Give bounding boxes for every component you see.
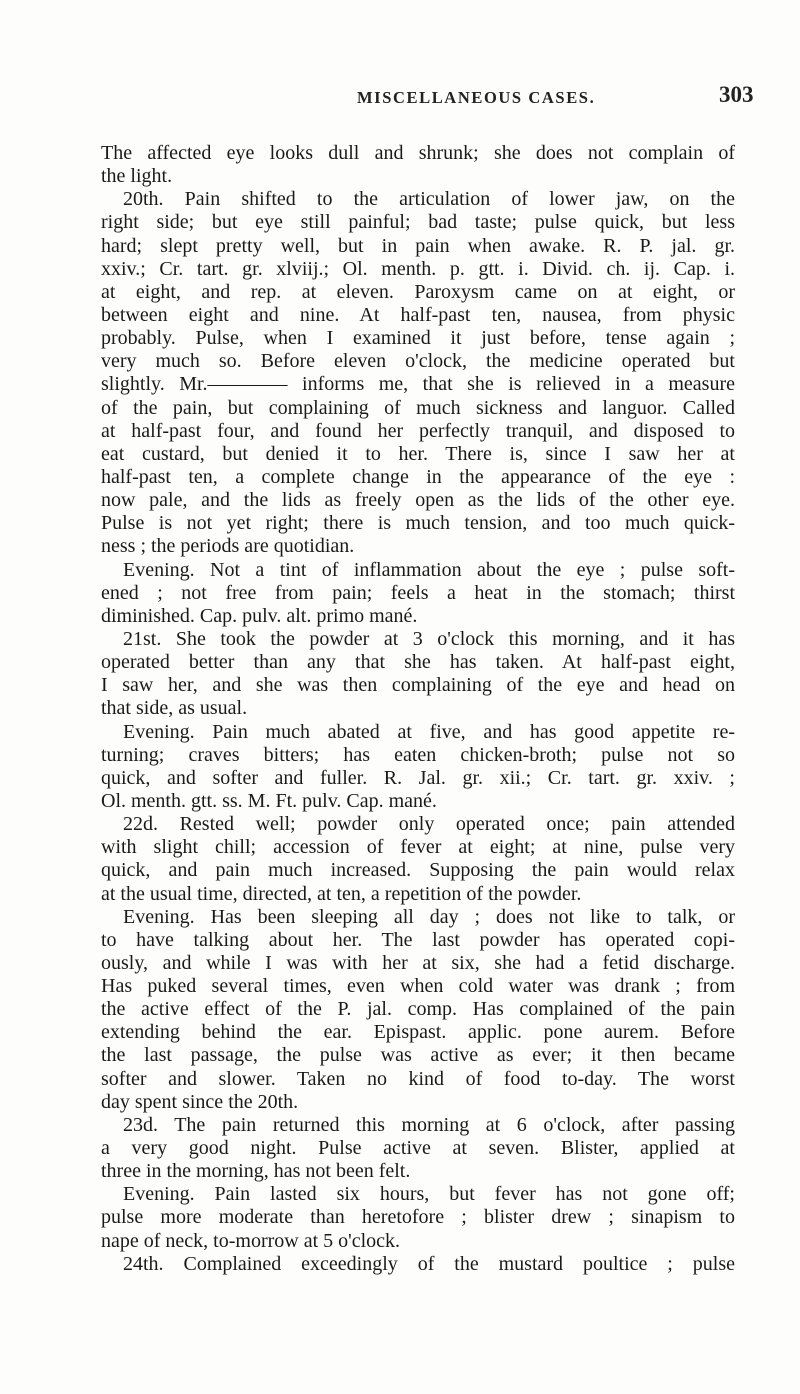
text-line: quick, and pain much increased. Supposing the pain would relax	[101, 859, 735, 882]
text-line: a very good night. Pulse active at seven. Blister, applied at	[101, 1137, 735, 1160]
text-line: of the pain, but complaining of much sickness and languor. Called	[101, 396, 735, 419]
body-text	[101, 142, 735, 1276]
text-line: turning; craves bitters; has eaten chicken-broth; pulse not so	[101, 743, 735, 766]
text-line: 22d. Rested well; powder only operated once; pain attended	[123, 813, 735, 836]
text-line: at the usual time, directed, at ten, a repetition of the powder.	[101, 882, 582, 905]
text-line: the light.	[101, 165, 173, 188]
text-line: at half-past four, and found her perfectly tranquil, and disposed to	[101, 419, 735, 442]
text-line: Evening. Pain much abated at five, and has good appetite re-	[123, 720, 735, 743]
text-line: 24th. Complained exceedingly of the mustard poultice ; pulse	[123, 1252, 735, 1275]
text-line: nape of neck, to-morrow at 5 o'clock.	[101, 1229, 401, 1252]
text-line: Ol. menth. gtt. ss. M. Ft. pulv. Cap. mané.	[101, 789, 437, 812]
text-line: with slight chill; accession of fever at eight; at nine, pulse very	[101, 836, 735, 859]
text-line: ously, and while I was with her at six, she had a fetid discharge.	[101, 951, 735, 974]
text-line: 20th. Pain shifted to the articulation of lower jaw, on the	[123, 188, 735, 211]
text-line: at eight, and rep. at eleven. Paroxysm came on at eight, or	[101, 280, 735, 303]
page-number: 303	[719, 82, 754, 107]
text-line: ness ; the periods are quotidian.	[101, 535, 355, 558]
text-line: between eight and nine. At half-past ten, nausea, from physic	[101, 303, 735, 326]
text-line: very much so. Before eleven o'clock, the medicine operated but	[101, 350, 735, 373]
text-line: hard; slept pretty well, but in pain when awake. R. P. jal. gr.	[101, 234, 735, 257]
text-line: 21st. She took the powder at 3 o'clock this morning, and it has	[123, 627, 735, 650]
text-line: The affected eye looks dull and shrunk; she does not complain of	[101, 142, 735, 164]
text-line: Evening. Pain lasted six hours, but fever has not gone off;	[123, 1183, 735, 1206]
text-line: quick, and softer and fuller. R. Jal. gr. xii.; Cr. tart. gr. xxiv. ;	[101, 766, 735, 789]
text-line: eat custard, but denied it to her. There is, since I saw her at	[101, 442, 735, 465]
text-line: day spent since the 20th.	[101, 1090, 299, 1113]
text-line: Evening. Has been sleeping all day ; does not like to talk, or	[123, 905, 735, 928]
text-line: I saw her, and she was then complaining of the eye and head on	[101, 674, 735, 697]
running-head	[0, 82, 800, 118]
text-line: Has puked several times, even when cold water was drank ; from	[101, 975, 735, 998]
text-line: pulse more moderate than heretofore ; blister drew ; sinapism to	[101, 1206, 735, 1229]
text-line: right side; but eye still painful; bad taste; pulse quick, but less	[101, 211, 735, 234]
text-line: 23d. The pain returned this morning at 6 o'clock, after passing	[123, 1113, 735, 1136]
text-line: slightly. Mr.―――― informs me, that she is relieved in a measure	[101, 373, 735, 396]
text-line: now pale, and the lids as freely open as the lids of the other eye.	[101, 489, 735, 512]
text-line: that side, as usual.	[101, 697, 248, 720]
text-line: diminished. Cap. pulv. alt. primo mané.	[101, 604, 418, 627]
text-line: ened ; not free from pain; feels a heat in the stomach; thirst	[101, 581, 735, 604]
text-line: xxiv.; Cr. tart. gr. xlviij.; Ol. menth. p. gtt. i. Divid. ch. ij. Cap. i.	[101, 257, 735, 280]
text-line: softer and slower. Taken no kind of food to-day. The worst	[101, 1067, 735, 1090]
text-line: to have talking about her. The last powder has operated copi-	[101, 928, 735, 951]
text-line: the active effect of the P. jal. comp. Has complained of the pain	[101, 998, 735, 1021]
text-line: Evening. Not a tint of inflammation about the eye ; pulse soft-	[123, 558, 735, 581]
text-line: probably. Pulse, when I examined it just before, tense again ;	[101, 327, 735, 350]
text-line: half-past ten, a complete change in the appearance of the eye :	[101, 465, 735, 488]
text-line: operated better than any that she has taken. At half-past eight,	[101, 651, 735, 674]
running-head-title: MISCELLANEOUS CASES.	[357, 88, 596, 107]
text-line: three in the morning, has not been felt.	[101, 1160, 411, 1183]
text-line: the last passage, the pulse was active as ever; it then became	[101, 1044, 735, 1067]
text-line: extending behind the ear. Epispast. applic. pone aurem. Before	[101, 1021, 735, 1044]
text-line: Pulse is not yet right; there is much tension, and too much quick-	[101, 512, 735, 535]
